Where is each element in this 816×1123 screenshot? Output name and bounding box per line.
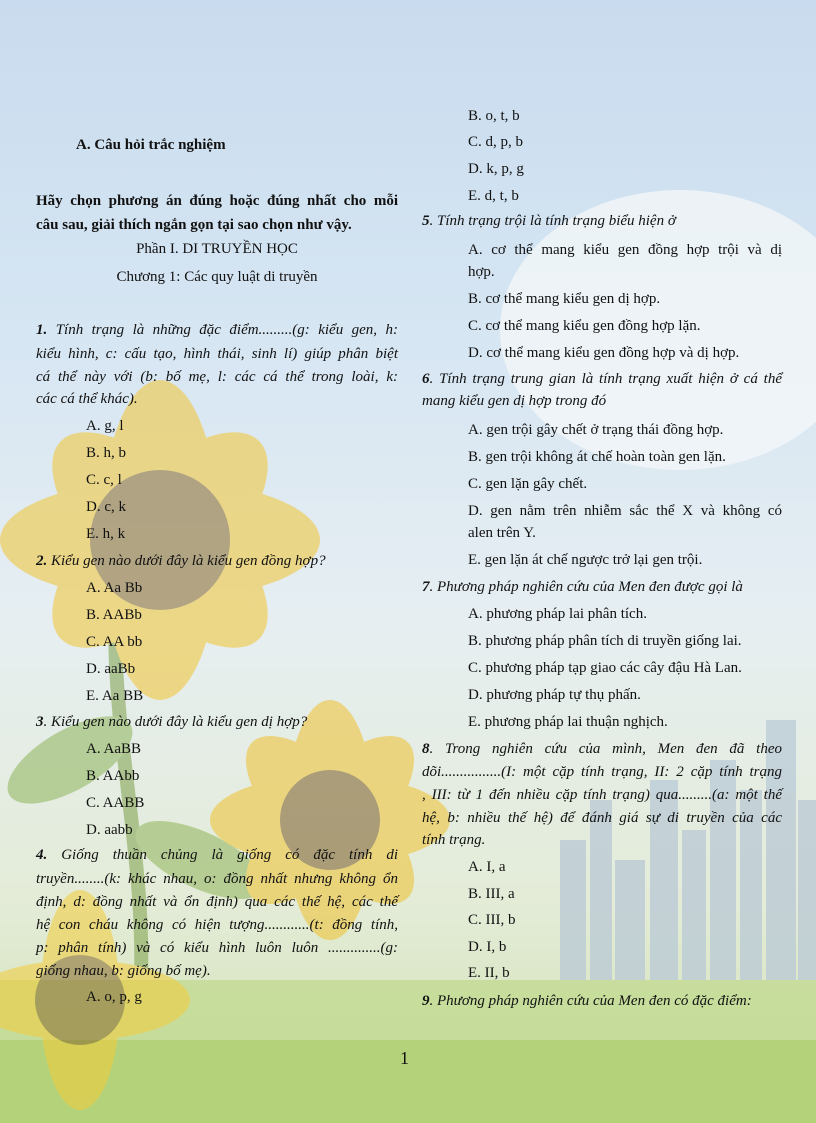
q5-option-c[interactable]: C. cơ thể mang kiểu gen đồng hợp lặn. [468,318,701,334]
q8-option-a[interactable]: A. I, a [468,859,506,875]
q1-line-1: 1. Tính trạng là những đặc điểm.........(g: kiểu gen, h: [36,322,398,338]
q2-option-b[interactable]: B. AABb [86,607,142,623]
q2-option-c[interactable]: C. AA bb [86,634,143,650]
q1-option-d[interactable]: D. c, k [86,499,126,515]
q3-option-c[interactable]: C. AABB [86,795,145,811]
q4-line-5: p: phân tính) và có kiểu hình luôn luôn ..............(g: [36,940,398,956]
q4-line-4: hệ con cháu không có hiện tượng............(t: đồng tính, [36,917,398,933]
q8-line-4: hệ, b: nhiều thế hệ) để đánh giá sự di truyền của các [422,810,782,826]
q8-line-1: 8. Trong nghiên cứu của mình, Men đen đã theo [422,741,782,757]
q4-option-b[interactable]: B. o, t, b [468,108,520,124]
q4-line-2: truyền........(k: khác nhau, o: đồng nhất nhưng không ổn [36,871,398,887]
q1-option-e[interactable]: E. h, k [86,526,126,542]
q2-option-a[interactable]: A. Aa Bb [86,580,143,596]
page-number: 1 [400,1048,409,1068]
q2-stem: 2. Kiểu gen nào dưới đây là kiểu gen đồng hợp? [36,553,326,569]
q6-line-1: 6. Tính trạng trung gian là tính trạng xuất hiện ở cá thể [422,371,782,387]
q4-option-d[interactable]: D. k, p, g [468,161,524,177]
q2-option-e[interactable]: E. Aa BB [86,688,144,704]
q8-line-2: dõi................(I: một cặp tính trạng, II: 2 cặp tính trạng [422,764,782,780]
q6-option-a[interactable]: A. gen trội gây chết ở trạng thái đồng hợp. [468,422,724,438]
q5-option-b[interactable]: B. cơ thể mang kiểu gen dị hợp. [468,291,661,307]
q1-line-4: các cá thể khác). [36,391,138,407]
q5-option-a[interactable]: A. cơ thể mang kiểu gen đồng hợp trội và dị [468,242,782,258]
instruction-line-2: câu sau, giải thích ngắn gọn tại sao chọn như vậy. [36,217,352,233]
q5-option-d[interactable]: D. cơ thể mang kiểu gen đồng hợp và dị hợp. [468,345,740,361]
q5-stem: 5. Tính trạng trội là tính trạng biểu hiện ở [422,213,676,229]
q6-option-d-cont[interactable]: alen trên Y. [468,525,536,541]
q1-option-c[interactable]: C. c, l [86,472,122,488]
q6-option-e[interactable]: E. gen lặn át chế ngược trở lại gen trội. [468,552,703,568]
q3-option-a[interactable]: A. AaBB [86,741,142,757]
q7-option-e[interactable]: E. phương pháp lai thuận nghịch. [468,714,668,730]
q7-option-c[interactable]: C. phương pháp tạp giao các cây đậu Hà Lan. [468,660,742,676]
instruction-line-1: Hãy chọn phương án đúng hoặc đúng nhất cho mỗi [36,193,398,209]
q4-option-c[interactable]: C. d, p, b [468,134,524,150]
part-title: Phần I. DI TRUYỀN HỌC [136,241,298,257]
q6-option-d[interactable]: D. gen nằm trên nhiễm sắc thể X và không có [468,503,782,519]
q7-option-d[interactable]: D. phương pháp tự thụ phấn. [468,687,641,703]
q8-option-c[interactable]: C. III, b [468,912,516,928]
q1-line-2: kiểu hình, c: cấu tạo, hình thái, sinh lí) giúp phân biệt [36,346,398,362]
q7-option-b[interactable]: B. phương pháp phân tích di truyền giống lai. [468,633,742,649]
section-title: A. Câu hỏi trắc nghiệm [76,137,226,153]
q3-option-d[interactable]: D. aabb [86,822,133,838]
q1-option-a[interactable]: A. g, l [86,418,124,434]
q3-stem: 3. Kiểu gen nào dưới đây là kiểu gen dị hợp? [36,714,308,730]
q5-option-a-cont[interactable]: hợp. [468,264,495,280]
chapter-title: Chương 1: Các quy luật di truyền [116,269,318,285]
q7-stem: 7. Phương pháp nghiên cứu của Men đen được gọi là [422,579,743,595]
q9-stem: 9. Phương pháp nghiên cứu của Men đen có đặc điểm: [422,993,752,1009]
q8-line-5: tính trạng. [422,832,486,848]
q8-option-b[interactable]: B. III, a [468,886,515,902]
q8-option-e[interactable]: E. II, b [468,965,510,981]
q6-option-c[interactable]: C. gen lặn gây chết. [468,476,588,492]
q7-option-a[interactable]: A. phương pháp lai phân tích. [468,606,647,622]
q3-option-b[interactable]: B. AAbb [86,768,140,784]
q4-option-a[interactable]: A. o, p, g [86,989,142,1005]
q1-line-3: cá thể này với (b: bố mẹ, l: các cá thể trong loài, k: [36,369,398,385]
q8-line-3: , III: từ 1 đến nhiều cặp tính trạng) qua.........(a: một thế [422,787,782,803]
q1-option-b[interactable]: B. h, b [86,445,127,461]
q4-line-6: giống nhau, b: giống bố mẹ). [36,963,211,979]
q6-option-b[interactable]: B. gen trội không át chế hoàn toàn gen lặn. [468,449,726,465]
q6-line-2: mang kiểu gen dị hợp trong đó [422,393,607,409]
q4-line-3: định, d: đồng nhất và ổn định) qua các thế hệ, các thế [36,894,398,910]
q8-option-d[interactable]: D. I, b [468,939,507,955]
q4-line-1: 4. Giống thuần chủng là giống có đặc tính di [36,847,398,863]
q2-option-d[interactable]: D. aaBb [86,661,136,677]
q4-option-e[interactable]: E. d, t, b [468,188,519,204]
